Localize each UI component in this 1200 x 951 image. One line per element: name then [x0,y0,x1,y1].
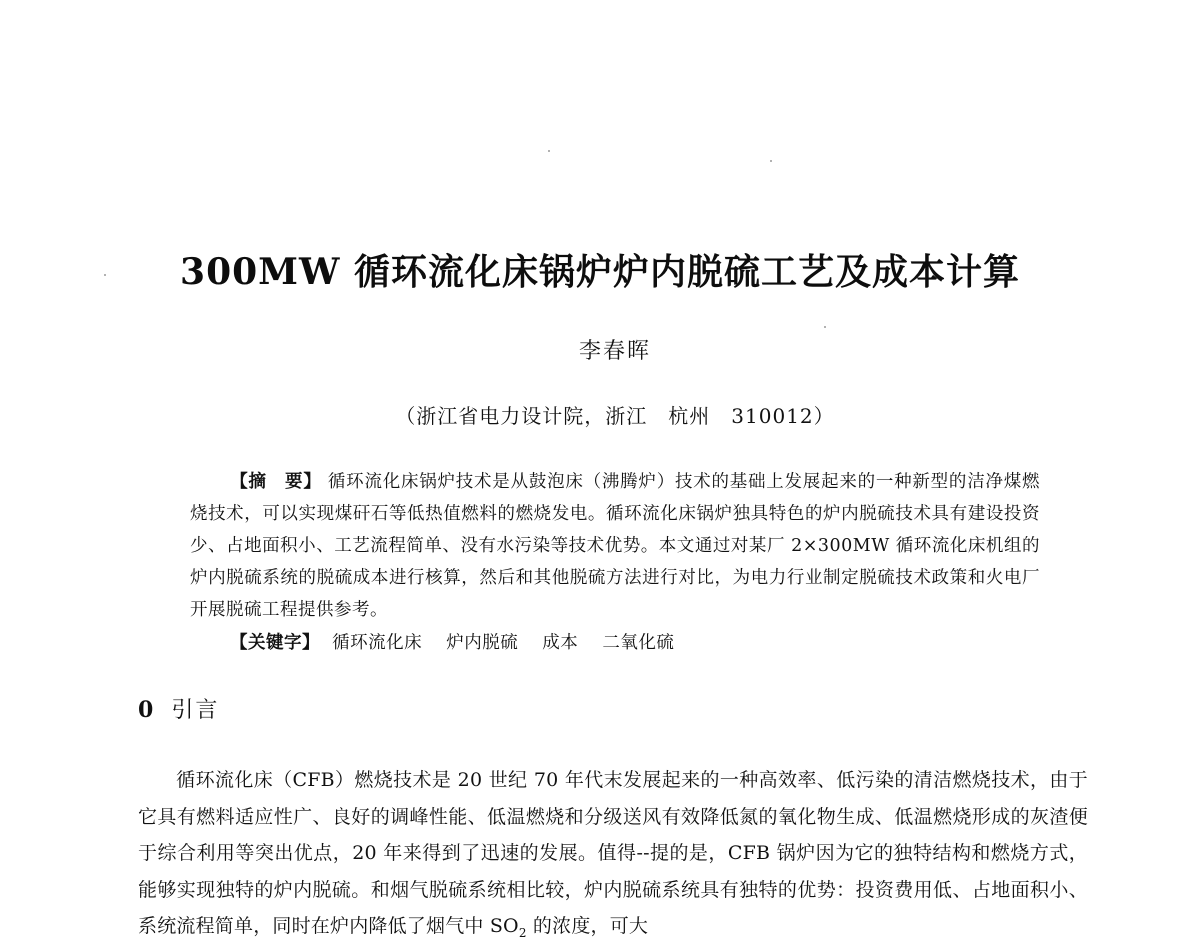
so2-subscript: 2 [518,925,527,940]
author-affiliation: （浙江省电力设计院，浙江 杭州 310012） [395,404,835,428]
section-title: 引言 [171,698,220,723]
abstract-label: 【摘 要】 [230,472,322,492]
keywords-block [230,629,1030,654]
section-heading [138,693,219,724]
paper-title: 300MW 循环流化床锅炉炉内脱硫工艺及成本计算 [180,251,1020,293]
intro-text-tail: 的浓度，可大 [526,915,649,937]
intro-paragraph [138,762,1088,951]
scan-speck [548,150,550,152]
keyword-item: 循环流化床 [332,633,423,653]
author-name: 李春晖 [578,339,651,364]
keyword-item: 炉内脱硫 [446,633,519,653]
intro-text: 循环流化床（CFB）燃烧技术是 20 世纪 70 年代末发展起来的一种高效率、低污染的清洁燃烧技术，由于它具有燃料适应性广、良好的调峰性能、低温燃烧和分级送风有效降低氮的氧化物生成、低温燃烧形成的灰渣便于综合利用等突出优点，20 年来得到了迅速的发展。值得--提的是，CFB 锅炉因为它的独特结构和燃烧方式，能够实现独特的炉内脱硫。和烟气脱硫系统相比较，炉内脱硫系统具有独特的优势：投资费用低、占地面积小、系统流程简单，同时在炉内降低了烟气中 SO [138,769,1088,937]
scan-speck [770,160,772,162]
keyword-item: 成本 [542,633,579,653]
keyword-item: 二氧化硫 [602,633,675,653]
abstract-block [190,466,1040,626]
abstract-text: 循环流化床锅炉技术是从鼓泡床（沸腾炉）技术的基础上发展起来的一种新型的洁净煤燃烧技术，可以实现煤矸石等低热值燃料的燃烧发电。循环流化床锅炉独具特色的炉内脱硫技术具有建设投资少、占地面积小、工艺流程简单、没有水污染等技术优势。本文通过对某厂 2×300MW 循环流化床机组的炉内脱硫系统的脱硫成本进行核算，然后和其他脱硫方法进行对比，为电力行业制定脱硫技术政策和火电厂开展脱硫工程提供参考。 [190,472,1040,620]
scan-speck [824,326,826,328]
keywords-label: 【关键字】 [230,633,320,653]
section-number: 0 [138,697,154,723]
